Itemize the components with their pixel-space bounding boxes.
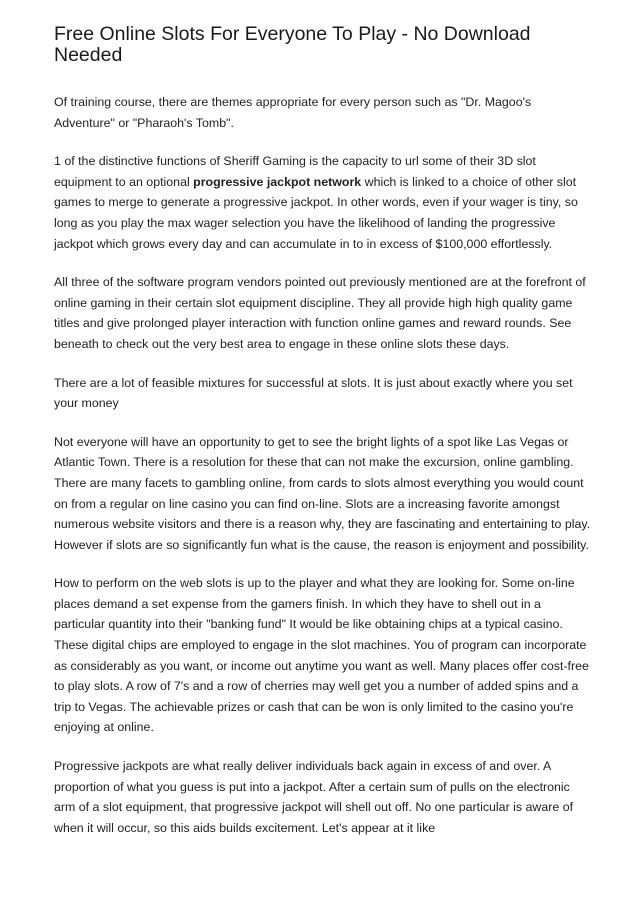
paragraph-2 bbox=[54, 151, 594, 254]
paragraph-4: There are a lot of feasible mixtures for successful at slots. It is just about exactly where you set your money bbox=[54, 375, 573, 411]
document-page bbox=[54, 24, 594, 856]
paragraph-2-text-before: 1 of the distinctive functions of Sheriff Gaming is the capacity to url some of their 3D slot equipment to an optional bbox=[54, 154, 536, 189]
paragraph-2-bold-phrase: progressive jackpot network bbox=[193, 174, 362, 189]
paragraph-6: How to perform on the web slots is up to the player and what they are looking for. Some on-line places demand a set expense from the gamers finish. In which they have to shell out in a particular quantity into their "banking fund" It would be like obtaining chips at a typical casino. These digital chips are employed to engage in the slot machines. You of program can incorporate as considerably as you want, or income out anytime you want as well. Many places offer cost-free to play slots. A row of 7's and a row of cherries may well get you a number of added spins and a trip to Vegas. The achievable prizes or cash that can be won is only limited to the casino you're enjoying at online. bbox=[54, 576, 589, 735]
paragraph-1: Of training course, there are themes appropriate for every person such as "Dr. Magoo's Adventure" or "Pharaoh's Tomb". bbox=[54, 95, 532, 130]
paragraph-7: Progressive jackpots are what really deliver individuals back again in excess of and over. A proportion of what you guess is put into a jackpot. After a certain sum of pulls on the electronic arm of a slot equipment, that progressive jackpot will shell out off. No one particular is aware of when it will occur, so this aids builds excitement. Let's appear at it like bbox=[54, 759, 574, 835]
document-title: Free Online Slots For Everyone To Play - No Download Needed bbox=[54, 23, 531, 66]
paragraph-5: Not everyone will have an opportunity to get to see the bright lights of a spot like Las Vegas or Atlantic Town. There is a resolution for these that can not make the excursion, online gambling. There are many facets to gambling online, from cards to slots almost everything you would count on from a regular on line casino you can find on-line. Slots are a increasing favorite amongst numerous website visitors and there is a reason why, they are fascinating and entertaining to play. However if slots are so significantly fun what is the cause, the reason is enjoyment and possibility. bbox=[54, 434, 591, 552]
paragraph-2-text-after: which is linked to a choice of other slot games to merge to generate a progressive jackpot. In other words, even if your wager is tiny, so long as you play the max wager selection you have the likelihood of landing the progressive jackpot which grows every day and can accumulate in to in excess of $100,000 effortlessly. bbox=[54, 174, 578, 251]
paragraph-3: All three of the software program vendors pointed out previously mentioned are at the forefront of online gaming in their certain slot equipment discipline. They all provide high high quality game titles and give prolonged player interaction with function online games and reward rounds. See beneath to check out the very best area to engage in these online slots these days. bbox=[54, 275, 586, 351]
